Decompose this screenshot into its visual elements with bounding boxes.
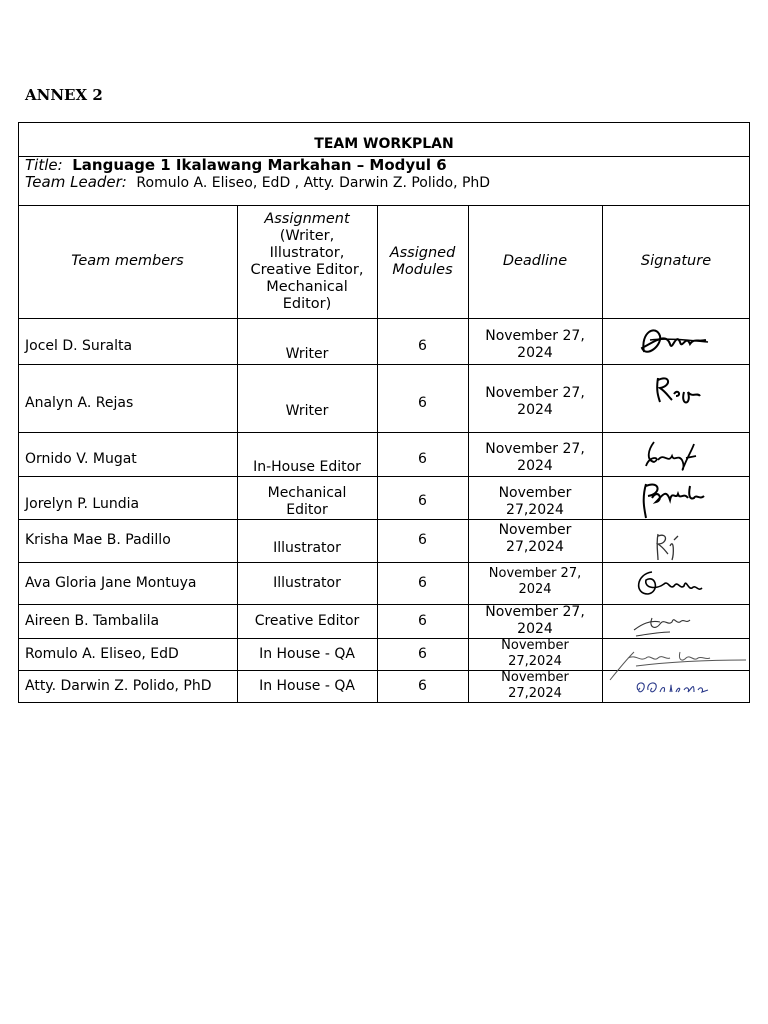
handwritten-signature-icon <box>634 566 706 602</box>
deadline-line: 27,2024 <box>508 654 562 669</box>
deadline-line: 2024 <box>517 621 553 637</box>
handwritten-signature-icon <box>638 478 710 520</box>
deadline-cell <box>468 441 602 475</box>
handwritten-signature-icon <box>636 322 712 364</box>
rule <box>18 318 750 319</box>
deadline-cell <box>468 485 602 519</box>
deadline-line: 27,2024 <box>506 539 564 555</box>
leader-label: Team Leader: <box>25 173 127 191</box>
deadline-line: 2024 <box>518 582 552 597</box>
header-assignment <box>237 205 377 318</box>
annex-label: ANNEX 2 <box>25 86 103 104</box>
title-value: Language 1 Ikalawang Markahan – Modyul 6 <box>72 156 447 174</box>
assignment-cell: In House - QA <box>259 646 355 662</box>
deadline-line: November 27, <box>485 604 585 620</box>
handwritten-signature-icon <box>632 676 712 698</box>
assignment-cell: Creative Editor <box>254 613 360 629</box>
assignment-cell: Illustrator <box>273 575 341 591</box>
modules-cell: 6 <box>418 613 427 629</box>
member-name: Ornido V. Mugat <box>25 451 137 467</box>
header-deadline: Deadline <box>502 253 568 269</box>
modules-cell: 6 <box>418 532 427 548</box>
member-name: Atty. Darwin Z. Polido, PhD <box>25 678 212 694</box>
deadline-line: 2024 <box>517 402 553 418</box>
modules-cell: 6 <box>418 338 427 354</box>
member-name: Aireen B. Tambalila <box>25 613 160 629</box>
header-assignment-line: Illustrator, <box>269 244 345 261</box>
deadline-line: 2024 <box>517 458 553 474</box>
member-name: Analyn A. Rejas <box>25 395 134 411</box>
deadline-line: November 27, <box>485 441 585 457</box>
header-modules-line: Modules <box>392 261 453 278</box>
deadline-cell <box>468 566 602 598</box>
modules-cell: 6 <box>418 493 427 509</box>
modules-cell: 6 <box>418 646 427 662</box>
handwritten-signature-icon <box>642 436 700 476</box>
modules-cell: 6 <box>418 575 427 591</box>
deadline-line: November <box>501 670 569 685</box>
header-assignment-line: Creative Editor, <box>250 261 364 278</box>
deadline-line: November <box>498 485 572 501</box>
header-assignment-line: Editor) <box>282 295 332 312</box>
title-row <box>25 156 447 174</box>
handwritten-signature-icon <box>650 528 682 562</box>
leader-value: Romulo A. Eliseo, EdD , Atty. Darwin Z. Polido, PhD <box>136 175 491 191</box>
member-name: Jocel D. Suralta <box>25 338 133 354</box>
rule <box>18 476 750 477</box>
deadline-line: November 27, <box>485 328 585 344</box>
modules-cell: 6 <box>418 395 427 411</box>
assignment-cell: Writer <box>285 403 329 419</box>
handwritten-signature-icon <box>630 610 694 640</box>
deadline-line: November <box>501 638 569 653</box>
rule <box>18 364 750 365</box>
leader-row <box>25 173 490 191</box>
deadline-line: November <box>498 522 572 538</box>
deadline-line: November 27, <box>488 566 582 581</box>
deadline-line: 2024 <box>517 345 553 361</box>
rule <box>18 562 750 563</box>
assignment-cell <box>237 485 377 519</box>
member-name: Jorelyn P. Lundia <box>25 496 140 512</box>
rule <box>18 432 750 433</box>
rule <box>18 604 750 605</box>
header-assignment-line: (Writer, <box>279 227 335 244</box>
header-team-members: Team members <box>71 253 184 269</box>
deadline-cell <box>468 670 602 702</box>
modules-cell: 6 <box>418 451 427 467</box>
handwritten-signature-icon <box>652 372 704 408</box>
assignment-cell: Illustrator <box>273 540 341 556</box>
member-name: Krisha Mae B. Padillo <box>25 532 171 548</box>
member-name: Romulo A. Eliseo, EdD <box>25 646 179 662</box>
assignment-line: Mechanical <box>267 485 347 501</box>
deadline-line: November 27, <box>485 385 585 401</box>
deadline-cell <box>468 522 602 556</box>
deadline-cell <box>468 638 602 670</box>
header-modules <box>377 205 468 318</box>
assignment-cell: In House - QA <box>259 678 355 694</box>
header-signature: Signature <box>640 253 712 269</box>
deadline-cell <box>468 604 602 638</box>
deadline-cell <box>468 328 602 362</box>
assignment-cell: In-House Editor <box>253 459 361 475</box>
header-assignment-title: Assignment <box>264 210 350 227</box>
table-heading: TEAM WORKPLAN <box>314 136 454 152</box>
deadline-line: 27,2024 <box>506 502 564 518</box>
header-assignment-line: Mechanical <box>266 278 348 295</box>
modules-cell: 6 <box>418 678 427 694</box>
deadline-line: 27,2024 <box>508 686 562 701</box>
member-name: Ava Gloria Jane Montuya <box>25 575 197 591</box>
assignment-line: Editor <box>286 502 328 518</box>
deadline-cell <box>468 385 602 419</box>
assignment-cell: Writer <box>285 346 329 362</box>
title-label: Title: <box>25 156 63 174</box>
header-modules-line: Assigned <box>389 244 456 261</box>
